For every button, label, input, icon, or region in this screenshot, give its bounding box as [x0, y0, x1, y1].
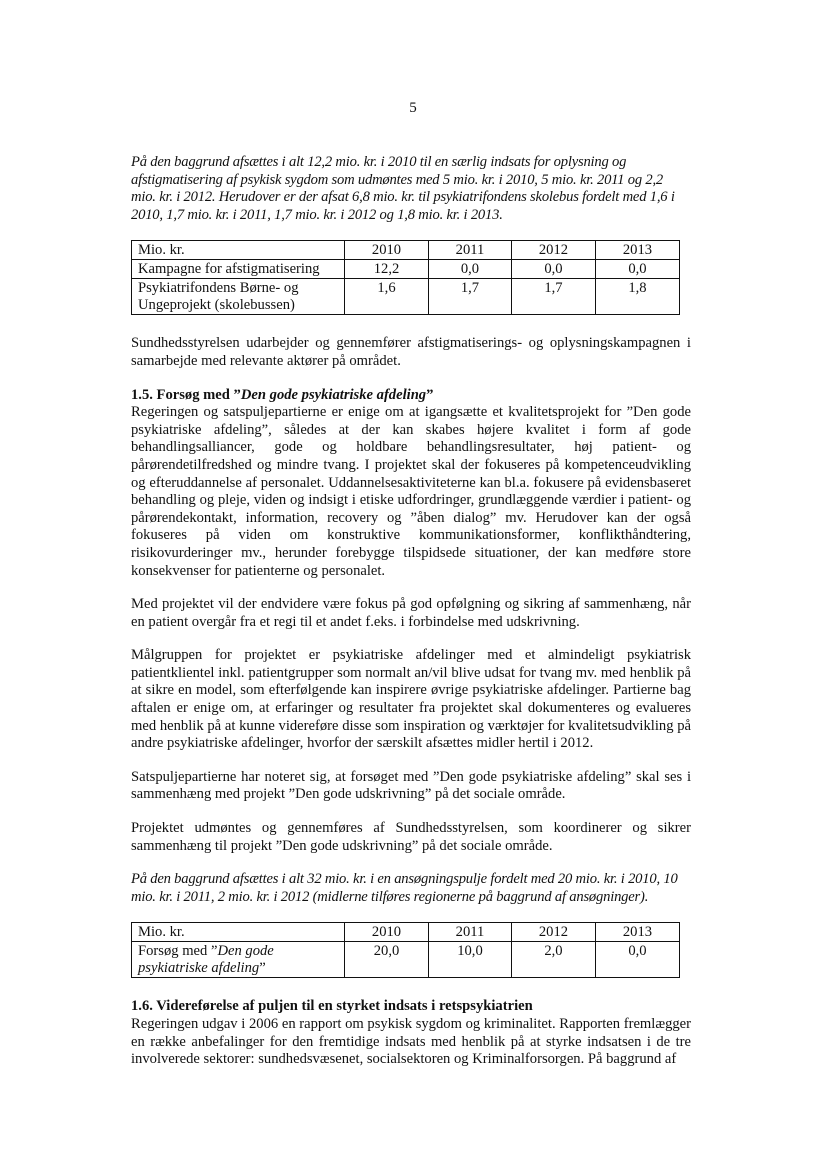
row-label-suffix: ” [259, 960, 266, 977]
row-label-prefix: Forsøg med ” [138, 943, 218, 960]
body-paragraph-7: Projektet udmøntes og gennemføres af Sundhedsstyrelsen, som koordinerer og sikrer sammenhæng til projekt ”Den gode udskrivning” på det sociale område. [131, 820, 691, 854]
table-header-cell: 2010 [345, 923, 429, 942]
body-paragraph-4: Med projektet vil der endvidere være fokus på god opfølgning og sikring af sammenhæng, når en patient overgår fra et regi til et andet f.eks. i forbindelse med udskrivning. [131, 596, 691, 630]
table-row [132, 260, 680, 279]
body-paragraph-6: Satspuljepartierne har noteret sig, at forsøget med ”Den gode psykiatriske afdeling” skal ses i sammenhæng med projekt ”Den gode udskrivning” på det sociale område. [131, 768, 691, 803]
table-header-row [132, 241, 680, 260]
body-paragraph-2: Sundhedsstyrelsen udarbejder og gennemfører afstigmatiserings- og oplysningskampagnen i samarbejde med relevante aktører på området. [131, 335, 691, 369]
body-paragraph-3: Regeringen og satspuljepartierne er enige om at igangsætte et kvalitetsprojekt for ”Den gode psykiatriske afdeling”, således at der kan skabes højere kvalitet i form af gode behandlingsalliancer, gode og holdbare behandlingsresultater, høj patient- og pårørendetilfredshed og mindre tvang. I projektet skal der fokuseres på kompetenceudvikling og efteruddannelse af personalet. Uddannelsesaktiviteterne kan bl.a. fokusere på evidensbaseret behandling og pleje, viden og indsigt i etiske udfordringer, grundlæggende værdier i patient- og pårørendekontakt, information, recovery og ”åben dialog” mv. Herudover kan der også fokuseres på viden om konstruktive kommunikationsformer, konflikthåndtering, risikovurderinger mv., herunder forebygge tilspidsede situationer, der kan medføre store konsekvenser for patienterne og personalet. [131, 404, 691, 579]
body-paragraph-5: Målgruppen for projektet er psykiatriske afdelinger med et almindeligt psykiatrisk patientklientel inkl. patientgrupper som normalt an/vil blive udsat for tvang mv. med henblik på at sikre en model, som efterfølgende kan inspirere øvrige psykiatriske afdelinger. Partierne bag aftalen er enige om, at erfaringer og resultater fra projektet skal dokumenteres og evalueres med henblik på at kunne videreføre disse som inspiration og værktøjer for kvalitetsudvikling på andre psykiatriske afdelinger, hvorfor der særskilt afsættes midler hertil i 2012. [131, 647, 691, 752]
table-header-cell: 2011 [429, 241, 512, 260]
table-header-cell: 2013 [595, 923, 679, 942]
table-cell: 0,0 [595, 260, 679, 279]
body-paragraph-9: Regeringen udgav i 2006 en rapport om psykisk sygdom og kriminalitet. Rapporten fremlægger en række anbefalinger for den fremtidige indsats med henblik på at styrke indsatsen i de tre involverede sektorer: sundhedsvæsenet, socialsektoren og Kriminalforsorgen. På baggrund af [131, 1016, 691, 1068]
table-cell: 0,0 [511, 260, 595, 279]
table-cell: Psykiatrifondens Børne- og Ungeprojekt (skolebussen) [132, 279, 345, 315]
table-cell: 0,0 [429, 260, 512, 279]
table-header-cell: 2012 [511, 923, 595, 942]
table-cell: 1,7 [429, 279, 512, 315]
section-heading-close: ” [426, 386, 434, 403]
section-heading-title: Den gode psykiatriske afdeling [240, 386, 427, 403]
table-cell: 1,8 [595, 279, 679, 315]
page-number: 5 [409, 100, 417, 116]
document-body [131, 154, 691, 1085]
table-header-row [132, 923, 680, 942]
table-header-cell: Mio. kr. [132, 923, 345, 942]
table-cell: 1,7 [511, 279, 595, 315]
section-heading-1-6: 1.6. Videreførelse af puljen til en styrket indsats i retspsykiatrien [131, 998, 533, 1015]
table-header-cell: 2012 [511, 241, 595, 260]
table-row [132, 942, 680, 978]
funding-paragraph-1: På den baggrund afsættes i alt 12,2 mio. kr. i 2010 til en særlig indsats for oplysning og afstigmatisering af psykisk sygdom som udmøntes med 5 mio. kr. i 2010, 5 mio. kr. 2011 og 2,2 mio. kr. i 2012. Herudover er der afsat 6,8 mio. kr. til psykiatrifondens skolebus fordelt med 1,6 i 2010, 1,7 mio. kr. i 2011, 1,7 mio. kr. i 2012 og 1,8 mio. kr. i 2013. [131, 154, 675, 223]
row-label-italic: Den gode psykiatriske afdeling [138, 943, 274, 977]
table-cell [132, 942, 345, 978]
table-cell: 10,0 [429, 942, 512, 978]
funding-table-2 [131, 922, 680, 978]
table-cell: 2,0 [511, 942, 595, 978]
section-heading-1-5 [131, 387, 691, 405]
table-cell: 20,0 [345, 942, 429, 978]
table-header-cell: 2010 [345, 241, 429, 260]
table-cell: 12,2 [345, 260, 429, 279]
table-header-cell: 2013 [595, 241, 679, 260]
table-cell: 0,0 [595, 942, 679, 978]
table-cell: 1,6 [345, 279, 429, 315]
table-row [132, 279, 680, 315]
funding-table-1 [131, 240, 680, 315]
table-header-cell: Mio. kr. [132, 241, 345, 260]
table-header-cell: 2011 [429, 923, 512, 942]
funding-paragraph-2: På den baggrund afsættes i alt 32 mio. kr. i en ansøgningspulje fordelt med 20 mio. kr. i 2010, 10 mio. kr. i 2011, 2 mio. kr. i 2012 (midlerne tilføres regionerne på baggrund af ansøgninger). [131, 871, 678, 905]
section-heading-number: 1.5. Forsøg med ” [131, 386, 241, 403]
table-cell: Kampagne for afstigmatisering [132, 260, 345, 279]
